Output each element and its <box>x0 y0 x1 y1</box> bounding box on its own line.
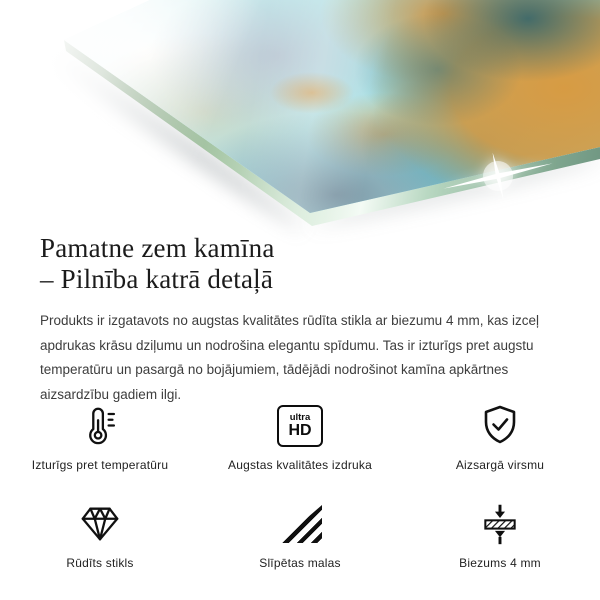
feature-thickness <box>400 498 600 570</box>
thermometer-icon <box>77 400 123 452</box>
sparkle-highlight <box>436 140 566 212</box>
feature-protects-surface <box>400 400 600 472</box>
feature-temperature-resistant <box>0 400 200 472</box>
shield-check-icon <box>477 400 523 452</box>
page-title <box>40 233 275 295</box>
ultra-hd-icon <box>277 400 323 452</box>
feature-tempered-glass <box>0 498 200 570</box>
feature-label: Slīpētas malas <box>259 556 341 570</box>
page-title-line2: – Pilnība katrā detaļā <box>40 264 274 294</box>
uhd-badge-bottom: HD <box>288 422 312 440</box>
feature-ultra-hd-print <box>200 400 400 472</box>
feature-label: Biezums 4 mm <box>459 556 541 570</box>
uhd-badge-top: ultra <box>289 411 311 423</box>
page-title-line1: Pamatne zem kamīna <box>40 233 275 263</box>
feature-label: Aizsargā virsmu <box>455 458 545 472</box>
feature-polished-edges <box>200 498 400 570</box>
diamond-icon <box>78 498 122 550</box>
product-description: Produkts ir izgatavots no augstas kvalitātes rūdīta stikla ar biezumu 4 mm, kas izceļ apdrukas krāsu dziļumu un nodrošina elegantu spīdumu. Tas ir izturīgs pret augstu temperatūru un pasargā no bojājumiem, tādējādi nodrošinot kamīna apkārtnes aizsardzību gadiem ilgi. <box>40 313 539 402</box>
feature-label: Izturīgs pret temperatūru <box>31 458 169 472</box>
thickness-icon <box>478 498 522 550</box>
features-grid <box>0 400 600 570</box>
product-image <box>0 0 600 232</box>
feature-label: Augstas kvalitātes izdruka <box>228 458 372 472</box>
feature-label: Rūdīts stikls <box>66 556 134 570</box>
beveled-edges-icon <box>278 498 322 550</box>
